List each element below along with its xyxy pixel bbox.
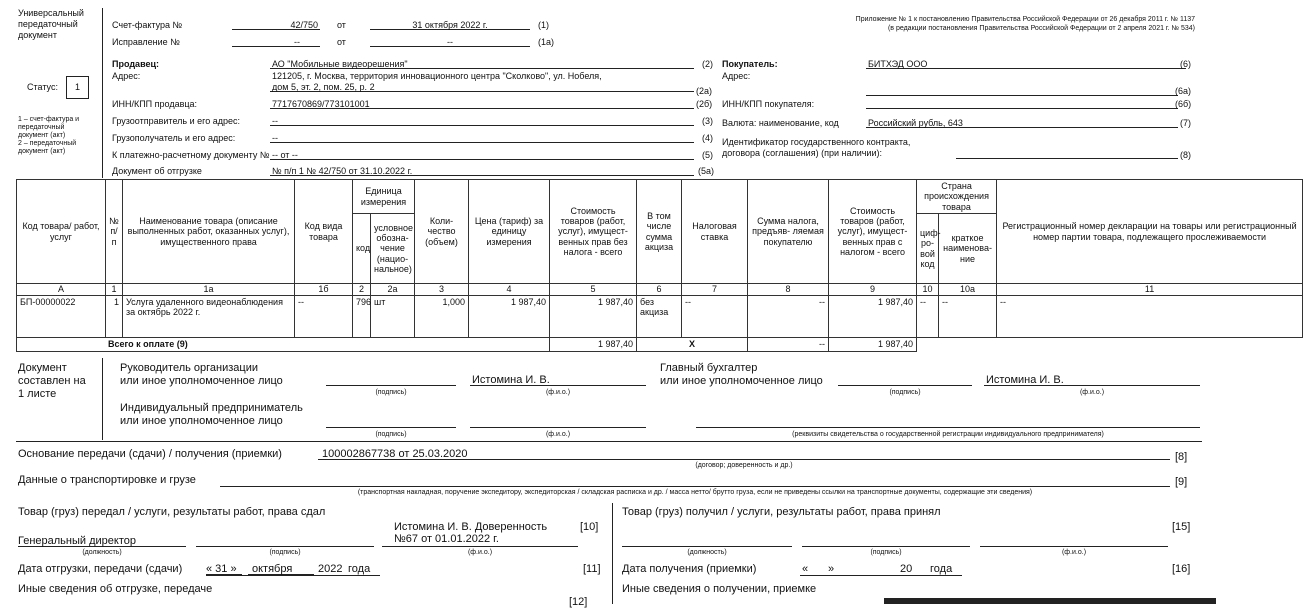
cell-excise: без акциза bbox=[637, 296, 682, 338]
basis-code: [8] bbox=[1175, 451, 1188, 463]
cell-kind: -- bbox=[295, 296, 353, 338]
appendix-line-2: (в редакции постановления Правительства Российской Федерации от 2 апреля 2021 г. № 534) bbox=[887, 25, 1195, 32]
head-fio-caption: (ф.и.о.) bbox=[545, 389, 571, 396]
contract-line bbox=[956, 148, 1178, 159]
basis-label: Основание передачи (сдачи) / получения (приемки) bbox=[18, 448, 282, 460]
col-letter: 10 bbox=[917, 284, 939, 296]
received-signature-line bbox=[802, 534, 970, 547]
recv-year-word: года bbox=[930, 563, 953, 575]
consignee-value: -- bbox=[272, 133, 278, 143]
recv-date-underline bbox=[800, 575, 962, 576]
contract-label-2: договора (соглашения) (при наличии): bbox=[722, 148, 882, 158]
col-letter: 4 bbox=[469, 284, 550, 296]
contract-label-1: Идентификатор государственного контракта, bbox=[722, 137, 911, 147]
correction-label: Исправление № bbox=[112, 37, 180, 47]
head-signature-caption: (подпись) bbox=[375, 389, 407, 396]
handed-name-2: №67 от 01.01.2022 г. bbox=[394, 533, 499, 545]
recv-day-close: » bbox=[828, 563, 835, 575]
handed-label: Товар (груз) передал / услуги, результаты работ, права сдал bbox=[18, 506, 326, 518]
ip-requisites-line bbox=[696, 416, 1200, 428]
col-letter: 5 bbox=[550, 284, 637, 296]
status-box: 1 bbox=[66, 76, 89, 99]
col-letter: 1а bbox=[123, 284, 295, 296]
received-position-caption: (должность) bbox=[687, 549, 727, 556]
invoice-code: (1) bbox=[538, 20, 549, 30]
seller-inn-label: ИНН/КПП продавца: bbox=[112, 99, 198, 109]
received-code: [15] bbox=[1172, 521, 1191, 533]
other-ship-label: Иные сведения об отгрузке, передаче bbox=[18, 583, 213, 595]
shipment-doc-code: (5а) bbox=[698, 166, 715, 176]
seller-address-2: дом 5, эт. 2, пом. 25, р. 2 bbox=[272, 82, 375, 92]
th-country: Страна происхождения товара bbox=[917, 180, 997, 214]
doc-type-line-2: передаточный bbox=[18, 19, 78, 29]
ship-date-label: Дата отгрузки, передачи (сдачи) bbox=[18, 563, 183, 575]
doc-pages-3: 1 листе bbox=[18, 388, 57, 400]
invoice-number: 42/750 bbox=[290, 20, 318, 30]
transport-label: Данные о транспортировке и грузе bbox=[18, 474, 196, 486]
cell-cost-tax: 1 987,40 bbox=[829, 296, 917, 338]
cell-num: 1 bbox=[106, 296, 123, 338]
basis-caption: (договор; доверенность и др.) bbox=[695, 462, 793, 469]
table-total-row bbox=[17, 338, 1303, 352]
seller-address-label: Адрес: bbox=[112, 71, 141, 81]
accountant-fio-caption: (ф.и.о.) bbox=[1079, 389, 1105, 396]
currency-code: (7) bbox=[1180, 118, 1191, 128]
buyer-address-label: Адрес: bbox=[722, 71, 751, 81]
cell-qty: 1,000 bbox=[415, 296, 469, 338]
recv-date-label: Дата получения (приемки) bbox=[622, 563, 757, 575]
other-recv-label: Иные сведения о получении, приемке bbox=[622, 583, 817, 595]
total-cost-tax: 1 987,40 bbox=[829, 338, 917, 352]
correction-date: -- bbox=[447, 37, 453, 47]
col-letter: 7 bbox=[682, 284, 748, 296]
appendix-line-1: Приложение № 1 к постановлению Правительства Российской Федерации от 26 декабря 2011 г. № 1137 bbox=[855, 16, 1195, 23]
ip-label-2: или иное уполномоченное лицо bbox=[120, 415, 283, 427]
cell-unit-code: 796 bbox=[353, 296, 371, 338]
ship-month: октября bbox=[252, 563, 293, 575]
transport-caption: (транспортная накладная, поручение экспедитору, экспедиторская / складская расписка и др. / масса нетто/ брутто груза, если не приведены ссылки на транспортные документы, содержащие эти сведения) bbox=[357, 489, 1033, 496]
received-signature-caption: (подпись) bbox=[870, 549, 902, 556]
handed-position: Генеральный директор bbox=[18, 535, 136, 547]
col-letter: 9 bbox=[829, 284, 917, 296]
col-letter: 6 bbox=[637, 284, 682, 296]
cell-code: БП-00000022 bbox=[17, 296, 106, 338]
th-qty: Коли- чество (объем) bbox=[415, 180, 469, 284]
consignee-code: (4) bbox=[702, 133, 713, 143]
status-note-2: передаточный bbox=[18, 124, 65, 131]
col-letter: 1 bbox=[106, 284, 123, 296]
accountant-signature-line bbox=[838, 374, 972, 386]
ip-fio-caption: (ф.и.о.) bbox=[545, 431, 571, 438]
invoice-from-label: от bbox=[337, 20, 346, 30]
head-name: Истомина И. В. bbox=[472, 374, 550, 386]
col-letter: 8 bbox=[748, 284, 829, 296]
invoice-label: Счет-фактура № bbox=[112, 20, 183, 30]
ship-year-word: года bbox=[348, 563, 371, 575]
handover-divider bbox=[612, 503, 613, 604]
payment-doc-label: К платежно-расчетному документу № bbox=[112, 150, 270, 160]
th-code: Код товара/ работ, услуг bbox=[17, 180, 106, 284]
th-country-name: краткое наименова- ние bbox=[939, 214, 997, 284]
status-note-1: 1 – счет-фактура и bbox=[18, 116, 80, 123]
total-cost-no-tax: 1 987,40 bbox=[550, 338, 637, 352]
recv-year: 20 bbox=[900, 563, 913, 575]
status-label: Статус: bbox=[27, 82, 58, 92]
handed-signature-line bbox=[196, 534, 374, 547]
accountant-name: Истомина И. В. bbox=[986, 374, 1064, 386]
shipper-line bbox=[270, 115, 694, 126]
total-tax: -- bbox=[748, 338, 829, 352]
handed-code: [10] bbox=[580, 521, 599, 533]
buyer-inn-label: ИНН/КПП покупателя: bbox=[722, 99, 815, 109]
doc-type-line-3: документ bbox=[18, 30, 57, 40]
col-letter: А bbox=[17, 284, 106, 296]
cell-cost-no-tax: 1 987,40 bbox=[550, 296, 637, 338]
handed-signature-caption: (подпись) bbox=[269, 549, 301, 556]
doc-type-line-1: Универсальный bbox=[18, 8, 84, 18]
cell-reg: -- bbox=[997, 296, 1303, 338]
th-excise: В том числе сумма акциза bbox=[637, 180, 682, 284]
shipment-doc-value: № п/п 1 № 42/750 от 31.10.2022 г. bbox=[272, 166, 413, 176]
received-fio-caption: (ф.и.о.) bbox=[1061, 549, 1087, 556]
head-label-2: или иное уполномоченное лицо bbox=[120, 375, 283, 387]
buyer-title: Покупатель: bbox=[722, 59, 778, 69]
th-country-code: циф- ро- вой код bbox=[917, 214, 939, 284]
received-name-line bbox=[980, 534, 1168, 547]
doc-pages-1: Документ bbox=[18, 362, 67, 374]
head-label-1: Руководитель организации bbox=[120, 362, 259, 374]
cell-country-name: -- bbox=[939, 296, 997, 338]
status-note-4: 2 – передаточный bbox=[18, 140, 77, 147]
correction-code: (1а) bbox=[538, 37, 555, 47]
ship-code: [11] bbox=[583, 563, 601, 575]
th-unit: Единица измерения bbox=[353, 180, 415, 214]
separator bbox=[16, 441, 1202, 442]
th-tax: Сумма налога, предъяв- ляемая покупателю bbox=[748, 180, 829, 284]
ip-requisites-caption: (реквизиты свидетельства о государственной регистрации индивидуального предпринимателя) bbox=[792, 431, 1104, 438]
seller-inn: 7717670869/773101001 bbox=[272, 99, 370, 109]
table-row bbox=[17, 296, 1303, 338]
cell-name: Услуга удаленного видеонаблюдения за октябрь 2022 г. bbox=[123, 296, 295, 338]
th-cost-tax: Стоимость товаров (работ, услуг), имущест- венных прав с налогом - всего bbox=[829, 180, 917, 284]
currency-label: Валюта: наименование, код bbox=[722, 118, 839, 128]
th-unit-name: условное обозна- чение (нацио- нальное) bbox=[371, 214, 415, 284]
col-letter: 3 bbox=[415, 284, 469, 296]
head-signature-line bbox=[326, 374, 456, 386]
th-rate: Налоговая ставка bbox=[682, 180, 748, 284]
buyer-address-line bbox=[866, 85, 1178, 96]
total-label: Всего к оплате (9) bbox=[17, 338, 550, 352]
th-unit-code: код bbox=[353, 214, 371, 284]
correction-number: -- bbox=[294, 37, 300, 47]
consignee-line bbox=[270, 132, 694, 143]
th-kind: Код вида товара bbox=[295, 180, 353, 284]
payment-doc-value: -- от -- bbox=[272, 150, 298, 160]
doc-pages-2: составлен на bbox=[18, 375, 86, 387]
accountant-label-1: Главный бухгалтер bbox=[660, 362, 758, 374]
transport-code: [9] bbox=[1175, 476, 1188, 488]
seller-name-code: (2) bbox=[702, 59, 713, 69]
recv-day-open: « bbox=[802, 563, 809, 575]
seller-name: АО "Мобильные видеорешения" bbox=[272, 59, 408, 69]
ship-day: « 31 » bbox=[206, 563, 237, 575]
seller-address-code: (2а) bbox=[696, 86, 713, 96]
status-note-3: документ (акт) bbox=[18, 132, 66, 139]
status-note-5: документ (акт) bbox=[18, 148, 66, 155]
buyer-inn-line bbox=[866, 98, 1178, 109]
basis-value: 100002867738 от 25.03.2020 bbox=[322, 448, 468, 460]
cell-rate: -- bbox=[682, 296, 748, 338]
th-num: № п/п bbox=[106, 180, 123, 284]
goods-table bbox=[16, 179, 1303, 352]
buyer-name: БИТХЭД ООО bbox=[868, 59, 928, 69]
cell-tax: -- bbox=[748, 296, 829, 338]
transport-line bbox=[220, 474, 1170, 487]
cell-unit-name: шт bbox=[371, 296, 415, 338]
seller-title: Продавец: bbox=[112, 59, 160, 69]
ip-label-1: Индивидуальный предприниматель bbox=[120, 402, 303, 414]
th-price: Цена (тариф) за единицу измерения bbox=[469, 180, 550, 284]
ip-signature-caption: (подпись) bbox=[375, 431, 407, 438]
ship-date-underline bbox=[206, 575, 380, 576]
ip-signature-line bbox=[326, 416, 456, 428]
buyer-inn-code: (6б) bbox=[1175, 99, 1192, 109]
payment-doc-line bbox=[270, 149, 694, 160]
shipper-code: (3) bbox=[702, 116, 713, 126]
buyer-address-code: (6а) bbox=[1175, 86, 1192, 96]
col-letter: 2 bbox=[353, 284, 371, 296]
handed-name-line bbox=[382, 534, 578, 547]
shipper-label: Грузоотправитель и его адрес: bbox=[112, 116, 240, 126]
invoice-date: 31 октября 2022 г. bbox=[412, 20, 488, 30]
contract-code: (8) bbox=[1180, 150, 1191, 160]
received-label: Товар (груз) получил / услуги, результаты работ, права принял bbox=[622, 506, 941, 518]
seller-address-1: 121205, г. Москва, территория инновационного центра "Сколково", ул. Нобеля, bbox=[272, 71, 602, 81]
th-cost-no-tax: Стоимость товаров (работ, услуг), имущест- венных прав без налога - всего bbox=[550, 180, 637, 284]
screenshot-overlay bbox=[884, 598, 1216, 604]
col-letter: 1б bbox=[295, 284, 353, 296]
col-letter: 2а bbox=[371, 284, 415, 296]
th-name: Наименование товара (описание выполненных работ, оказанных услуг), имущественного права bbox=[123, 180, 295, 284]
currency-value: Российский рубль, 643 bbox=[868, 118, 963, 128]
accountant-label-2: или иное уполномоченное лицо bbox=[660, 375, 823, 387]
header-divider bbox=[102, 8, 103, 178]
col-letter: 11 bbox=[997, 284, 1303, 296]
handed-position-caption: (должность) bbox=[82, 549, 122, 556]
buyer-name-code: (6) bbox=[1180, 59, 1191, 69]
shipper-value: -- bbox=[272, 116, 278, 126]
signature-divider bbox=[102, 358, 103, 440]
payment-doc-code: (5) bbox=[702, 150, 713, 160]
seller-inn-code: (2б) bbox=[696, 99, 713, 109]
consignee-label: Грузополучатель и его адрес: bbox=[112, 133, 236, 143]
ship-year: 2022 bbox=[318, 563, 343, 575]
recv-code: [16] bbox=[1172, 563, 1191, 575]
th-reg: Регистрационный номер декларации на товары или регистрационный номер партии товара, подлежащего прослеживаемости bbox=[997, 180, 1303, 284]
handed-fio-caption: (ф.и.о.) bbox=[467, 549, 493, 556]
total-excise: X bbox=[637, 338, 748, 352]
handed-name-1: Истомина И. В. Доверенность bbox=[394, 521, 548, 533]
ip-name-line bbox=[470, 416, 646, 428]
cell-price: 1 987,40 bbox=[469, 296, 550, 338]
col-letter: 10а bbox=[939, 284, 997, 296]
shipment-doc-label: Документ об отгрузке bbox=[112, 166, 202, 176]
correction-from-label: от bbox=[337, 37, 346, 47]
cell-country-code: -- bbox=[917, 296, 939, 338]
other-ship-code: [12] bbox=[569, 596, 588, 608]
received-position-line bbox=[622, 534, 792, 547]
accountant-signature-caption: (подпись) bbox=[889, 389, 921, 396]
